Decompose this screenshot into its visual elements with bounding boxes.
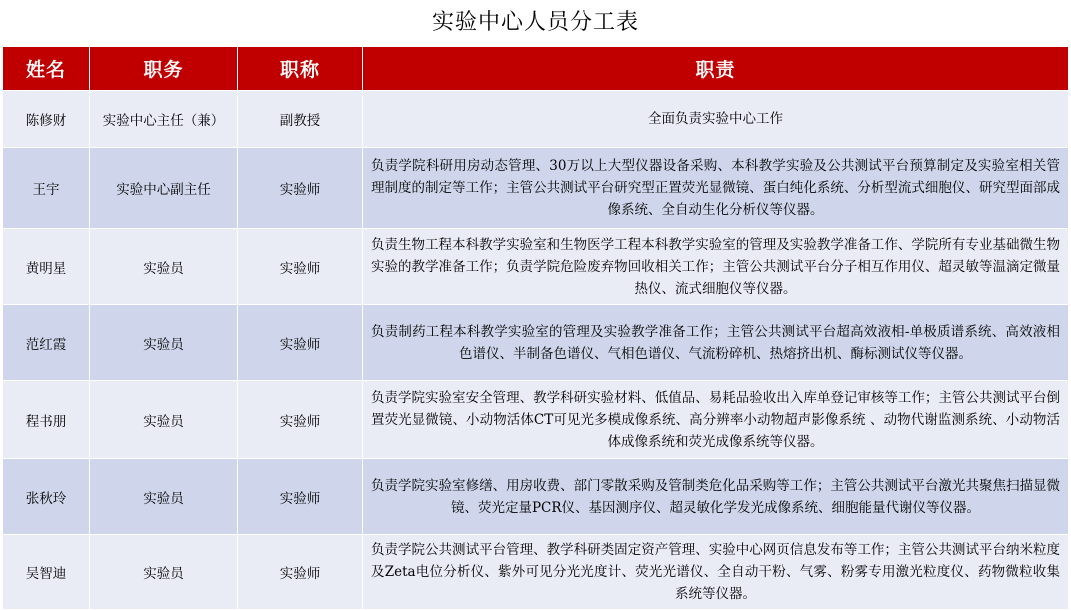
cell-duty: 负责学院科研用房动态管理、30万以上大型仪器设备采购、本科教学实验及公共测试平台预算制定及实验室相关管理制度的制定等工作；主管公共测试平台研究型正置荧光显微镜、蛋白纯化系统、分析型流式细胞仪、研究型面部成像系统、全自动生化分析仪等仪器。 [363,148,1069,229]
cell-rank: 实验师 [238,535,363,610]
table-row [3,535,1069,610]
cell-name: 吴智迪 [3,535,90,610]
table-row [3,229,1069,305]
column-header-duty: 职责 [363,47,1069,91]
cell-name: 王宇 [3,148,90,229]
page-title: 实验中心人员分工表 [431,10,639,35]
cell-name: 范红霞 [3,305,90,381]
column-header-rank: 职称 [238,47,363,91]
cell-duty: 负责学院公共测试平台管理、教学科研类固定资产管理、实验中心网页信息发布等工作；主管公共测试平台纳米粒度及Zeta电位分析仪、紫外可见分光光度计、荧光光谱仪、全自动干粉、气雾、粉雾专用激光粒度仪、药物微粒收集系统等仪器。 [363,535,1069,610]
cell-rank: 实验师 [238,305,363,381]
cell-duty: 负责学院实验室修缮、用房收费、部门零散采购及管制类危化品采购等工作；主管公共测试平台激光共聚焦扫描显微镜、荧光定量PCR仪、基因测序仪、超灵敏化学发光成像系统、细胞能量代谢仪等仪器。 [363,459,1069,535]
cell-rank: 实验师 [238,459,363,535]
column-header-position: 职务 [90,47,238,91]
cell-name: 张秋玲 [3,459,90,535]
column-header-name: 姓名 [3,47,90,91]
cell-position: 实验员 [90,305,238,381]
cell-name: 陈修财 [3,91,90,148]
table-row [3,148,1069,229]
cell-position: 实验员 [90,229,238,305]
table-row [3,381,1069,459]
cell-position: 实验中心副主任 [90,148,238,229]
cell-duty: 负责生物工程本科教学实验室和生物医学工程本科教学实验室的管理及实验教学准备工作、学院所有专业基础微生物实验的教学准备工作；负责学院危险废弃物回收相关工作；主管公共测试平台分子相互作用仪、超灵敏等温滴定微量热仪、流式细胞仪等仪器。 [363,229,1069,305]
cell-position: 实验中心主任（兼） [90,91,238,148]
table-row [3,305,1069,381]
cell-name: 黄明星 [3,229,90,305]
cell-position: 实验员 [90,459,238,535]
table-header-row [3,47,1069,91]
cell-rank: 实验师 [238,381,363,459]
table-row [3,91,1069,148]
cell-rank: 实验师 [238,229,363,305]
cell-position: 实验员 [90,381,238,459]
cell-duty: 负责制药工程本科教学实验室的管理及实验教学准备工作；主管公共测试平台超高效液相-单极质谱系统、高效液相色谱仪、半制备色谱仪、气相色谱仪、气流粉碎机、热熔挤出机、酶标测试仪等仪器。 [363,305,1069,381]
cell-name: 程书朋 [3,381,90,459]
cell-rank: 副教授 [238,91,363,148]
cell-duty: 负责学院实验室安全管理、教学科研实验材料、低值品、易耗品验收出入库单登记审核等工作；主管公共测试平台倒置荧光显微镜、小动物活体CT可见光多模成像系统、高分辨率小动物超声影像系统 、动物代谢监测系统、小动物活体成像系统和荧光成像系统等仪器。 [363,381,1069,459]
cell-position: 实验员 [90,535,238,610]
table-row [3,459,1069,535]
cell-duty: 全面负责实验中心工作 [363,91,1069,148]
cell-rank: 实验师 [238,148,363,229]
staff-table [2,46,1069,610]
